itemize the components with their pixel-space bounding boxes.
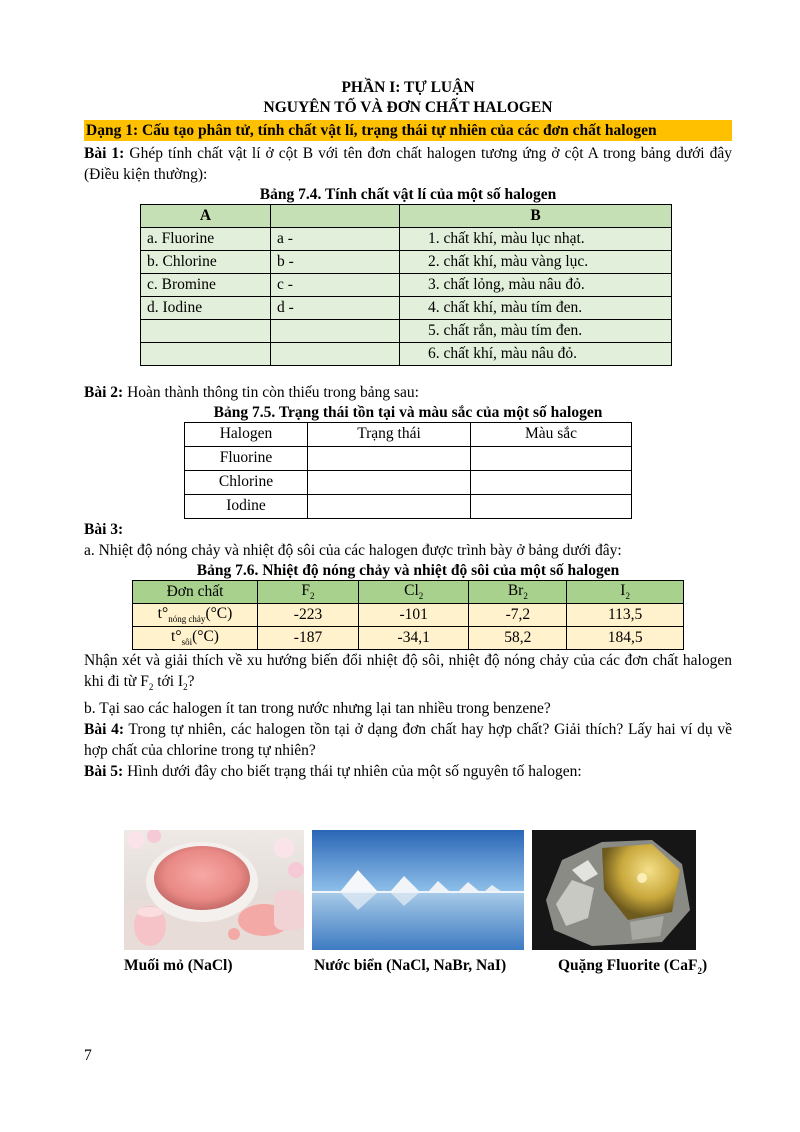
table-7-6-caption: Bảng 7.6. Nhiệt độ nóng chảy và nhiệt độ sôi của một số halogen	[196, 562, 620, 579]
bai1-label: Bài 1:	[84, 145, 125, 162]
table-row	[141, 320, 672, 343]
bai3-text-b: b. Tại sao các halogen ít tan trong nước nhưng lại tan nhiều trong benzene?	[84, 700, 551, 718]
cell-halogen: Iodine	[185, 495, 308, 519]
bai4-label: Bài 4:	[84, 721, 124, 739]
cell-a: c. Bromine	[141, 274, 271, 297]
col-a-header: A	[141, 205, 271, 228]
cell-color-blank	[471, 471, 632, 495]
page-number: 7	[84, 1047, 92, 1064]
caption-sea-water: Nước biển (NaCl, NaBr, NaI)	[314, 957, 507, 974]
table-row	[185, 447, 632, 471]
part-title: PHẦN I: TỰ LUẬN	[341, 79, 475, 96]
header-element: Đơn chất	[133, 581, 258, 604]
sea-salt-photo	[312, 830, 524, 950]
cell-b: 5. chất rắn, màu tím đen.	[400, 320, 672, 343]
cell-match: a -	[271, 228, 400, 251]
bai3-label-line	[84, 519, 732, 540]
melting-row	[133, 604, 684, 627]
table-row	[185, 495, 632, 519]
header-color: Màu sắc	[471, 423, 632, 447]
cell-match: b -	[271, 251, 400, 274]
header-i2: $I_2$	[567, 581, 684, 604]
cell-state-blank	[308, 495, 471, 519]
caption-rock-salt: Muối mỏ (NaCl)	[124, 957, 233, 974]
bai2-label: Bài 2:	[84, 384, 124, 401]
cell-state-blank	[308, 447, 471, 471]
bai3-question: Nhận xét và giải thích về xu hướng biến đổi nhiệt độ sôi, nhiệt độ nóng chảy của các đơn chất halogen khi đi từ $F_2$ tới $I_2$?	[84, 652, 732, 693]
boiling-row	[133, 627, 684, 650]
table-row	[141, 228, 672, 251]
boiling-value: -34,1	[358, 627, 468, 650]
melting-value: -223	[258, 604, 359, 627]
cell-match: d -	[271, 297, 400, 320]
section-heading: Dạng 1: Cấu tạo phân tử, tính chất vật lí, trạng thái tự nhiên của các đơn chất halogen	[84, 120, 732, 141]
boiling-value: -187	[258, 627, 359, 650]
cell-color-blank	[471, 495, 632, 519]
header-cl2: $Cl_2$	[358, 581, 468, 604]
cell-b: 3. chất lỏng, màu nâu đỏ.	[400, 274, 672, 297]
cell-match	[271, 343, 400, 366]
cell-halogen: Fluorine	[185, 447, 308, 471]
topic-title: NGUYÊN TỐ VÀ ĐƠN CHẤT HALOGEN	[263, 99, 553, 116]
bai2-text: Hoàn thành thông tin còn thiếu trong bảng sau:	[127, 384, 419, 401]
boiling-value: 58,2	[469, 627, 567, 650]
fluorite-photo	[532, 830, 696, 950]
bai3-text-a: a. Nhiệt độ nóng chảy và nhiệt độ sôi của các halogen được trình bày ở bảng dưới đây:	[84, 542, 622, 559]
cell-a: b. Chlorine	[141, 251, 271, 274]
cell-b: 2. chất khí, màu vàng lục.	[400, 251, 672, 274]
bai5-label: Bài 5:	[84, 763, 124, 781]
table-7-6	[132, 580, 684, 650]
bai2-paragraph	[84, 382, 732, 403]
header-state: Trạng thái	[308, 423, 471, 447]
table-row	[141, 251, 672, 274]
rock-salt-photo	[124, 830, 304, 950]
table-row	[185, 471, 632, 495]
header-halogen: Halogen	[185, 423, 308, 447]
cell-match: c -	[271, 274, 400, 297]
bai1-paragraph	[84, 143, 732, 185]
table-header-row	[185, 423, 632, 447]
boiling-label: $t^\circ_{sôi}(^\circ C)$	[133, 627, 258, 650]
melting-value: -7,2	[469, 604, 567, 627]
cell-a: a. Fluorine	[141, 228, 271, 251]
cell-halogen: Chlorine	[185, 471, 308, 495]
bai5-paragraph	[84, 761, 732, 782]
melting-label: $t^\circ_{nóng chảy}(^\circ C)$	[133, 604, 258, 627]
table-7-5-caption: Bảng 7.5. Trạng thái tồn tại và màu sắc của một số halogen	[213, 404, 603, 421]
header-br2: $Br_2$	[469, 581, 567, 604]
cell-match	[271, 320, 400, 343]
col-match-header	[271, 205, 400, 228]
header-f2: $F_2$	[258, 581, 359, 604]
bai1-text: Ghép tính chất vật lí ở cột B với tên đơn chất halogen tương ứng ở cột A trong bảng dưới đây (Điều kiện thường):	[84, 145, 733, 183]
table-7-4-caption: Bảng 7.4. Tính chất vật lí của một số halogen	[259, 186, 557, 203]
caption-fluorite: Quặng Fluorite (CaF$_2$)	[558, 957, 708, 977]
document-page	[84, 78, 733, 977]
table-row	[141, 274, 672, 297]
table-header-row	[141, 205, 672, 228]
bai4-paragraph	[84, 719, 732, 761]
bai4-text: Trong tự nhiên, các halogen tồn tại ở dạng đơn chất hay hợp chất? Giải thích? Lấy hai ví dụ về hợp chất của chlorine trong tự nhiên?	[84, 721, 732, 760]
cell-b: 1. chất khí, màu lục nhạt.	[400, 228, 672, 251]
table-header-row	[133, 581, 684, 604]
cell-a	[141, 320, 271, 343]
table-7-4	[140, 204, 672, 366]
table-row	[141, 343, 672, 366]
cell-a: d. Iodine	[141, 297, 271, 320]
melting-value: -101	[358, 604, 468, 627]
col-b-header: B	[400, 205, 672, 228]
table-7-5	[184, 422, 632, 519]
boiling-value: 184,5	[567, 627, 684, 650]
bai5-text: Hình dưới đây cho biết trạng thái tự nhiên của một số nguyên tố halogen:	[127, 763, 582, 781]
melting-value: 113,5	[567, 604, 684, 627]
cell-b: 4. chất khí, màu tím đen.	[400, 297, 672, 320]
table-row	[141, 297, 672, 320]
cell-a	[141, 343, 271, 366]
figure-row	[124, 830, 724, 980]
cell-color-blank	[471, 447, 632, 471]
cell-state-blank	[308, 471, 471, 495]
bai3-label: Bài 3:	[84, 521, 124, 538]
cell-b: 6. chất khí, màu nâu đỏ.	[400, 343, 672, 366]
